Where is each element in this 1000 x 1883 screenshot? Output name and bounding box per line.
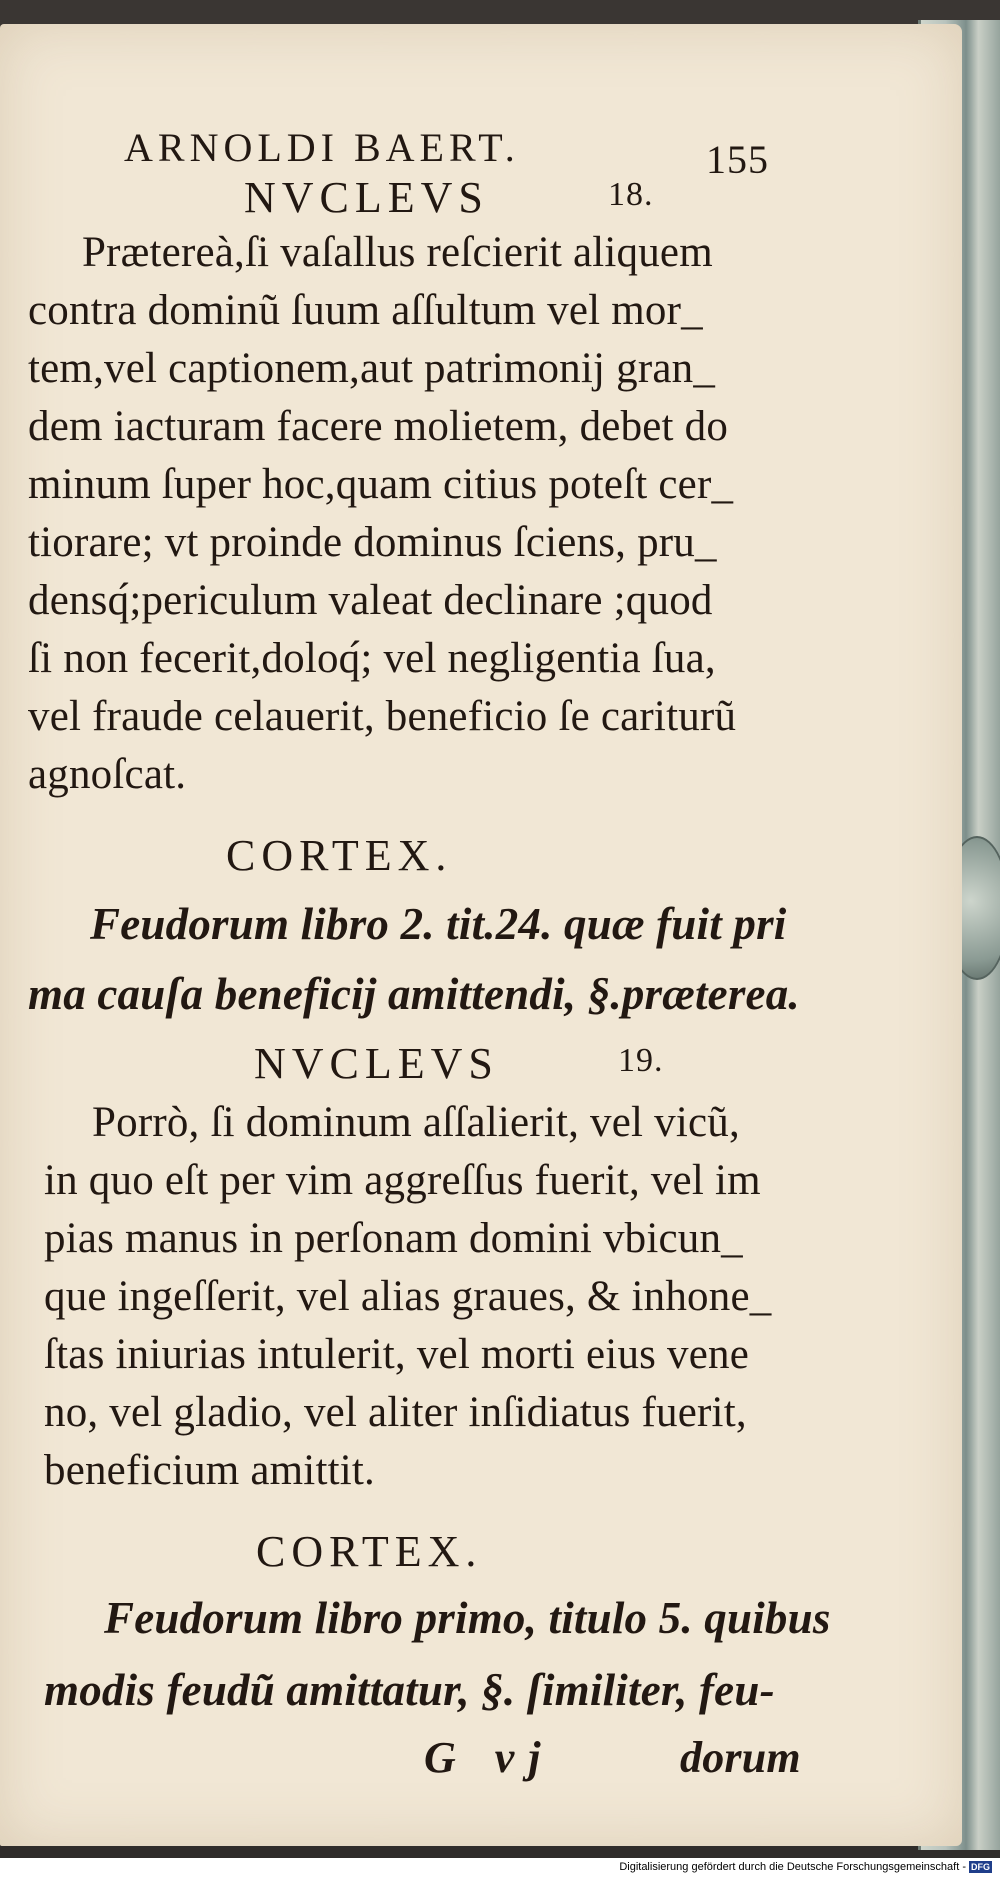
nucleus-heading: NVCLEVS: [244, 173, 489, 222]
cortex-citation-line: ma cauſa beneficij amittendi, §.prӕterea.: [28, 969, 800, 1019]
text-line: agnoſcat.: [28, 751, 187, 798]
text-line: ſtas iniurias intulerit, vel morti eius vene: [44, 1331, 750, 1378]
text-line: in quo eſt per vim aggreſſus fuerit, vel im: [44, 1157, 761, 1204]
text-line: beneficium amittit.: [44, 1447, 375, 1494]
cortex-citation-line: Feudorum libro primo, titulo 5. quibus: [104, 1593, 831, 1643]
running-title: ARNOLDI BAERT.: [124, 125, 520, 170]
nucleus-heading: NVCLEVS: [254, 1039, 499, 1088]
text-line: dem iacturam facere molietem, debet do: [28, 403, 729, 450]
text-line: Porrò, ſi dominum aſſalierit, vel vicũ,: [92, 1099, 740, 1146]
nucleus-number: 19.: [618, 1042, 664, 1079]
cortex-citation-line: Feudorum libro 2. tit.24. quæ fuit pri: [90, 899, 787, 949]
text-line: tem,vel captionem,aut patrimonij gran_: [28, 345, 716, 392]
nucleus-number: 18.: [608, 176, 654, 213]
catchword: dorum: [680, 1733, 801, 1782]
text-line: contra dominũ ſuum aſſultum vel mor_: [28, 287, 703, 334]
cortex-heading: CORTEX.: [256, 1527, 483, 1576]
digitization-credit-bar: [0, 1858, 1000, 1883]
dfg-logo: DFG: [971, 1862, 990, 1873]
text-line: ſi non fecerit,doloq́; vel negligentia ſua,: [28, 635, 716, 682]
text-line: densq́;periculum valeat declinare ;quod: [28, 577, 713, 624]
cortex-heading: CORTEX.: [226, 831, 453, 880]
text-line: no, vel gladio, vel aliter inſidiatus fuerit,: [44, 1389, 747, 1436]
cortex-citation-line: modis feudũ amittatur, §. ſimiliter, feu-: [44, 1665, 775, 1715]
text-line: vel fraude celauerit, beneficio ſe cariturũ: [28, 693, 737, 740]
text-line: Prætereà,ſi vaſallus reſcierit aliquem: [82, 229, 713, 276]
text-line: minum ſuper hoc,quam citius poteſt cer_: [28, 461, 734, 508]
page-number: 155: [706, 137, 769, 182]
credit-text-wrap: [619, 1861, 992, 1873]
credit-text: Digitalisierung gefördert durch die Deutsche Forschungsgemeinschaft -: [619, 1861, 966, 1873]
book-page: [0, 24, 962, 1846]
text-line: que ingeſſerit, vel alias graues, & inhone_: [44, 1273, 772, 1320]
signature-mark: G vj: [424, 1733, 555, 1782]
text-line: tiorare; vt proinde dominus ſciens, pru_: [28, 519, 717, 566]
text-line: pias manus in perſonam domini vbicun_: [44, 1215, 743, 1262]
